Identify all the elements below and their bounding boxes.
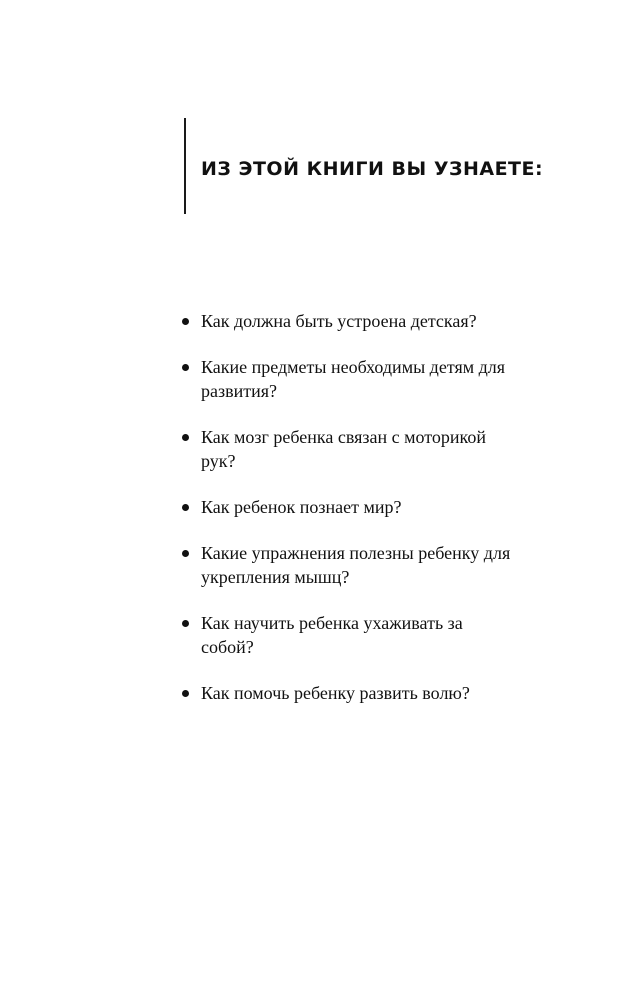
list-item (182, 541, 512, 589)
heading-vertical-rule (184, 118, 186, 214)
bullet-icon (182, 504, 189, 511)
list-item-text: Какие упражнения полезны ребенку для укрепления мышц? (201, 543, 511, 587)
list-item-text: Как должна быть устроена детская? (201, 311, 477, 331)
topics-list (182, 309, 512, 727)
bullet-icon (182, 550, 189, 557)
list-item (182, 681, 512, 705)
bullet-icon (182, 620, 189, 627)
list-item-text: Как мозг ребенка связан с моторикой рук? (201, 427, 487, 471)
bullet-icon (182, 364, 189, 371)
list-item (182, 425, 512, 473)
bullet-icon (182, 318, 189, 325)
list-item (182, 495, 512, 519)
list-item (182, 309, 512, 333)
list-item-text: Как помочь ребенку развить волю? (201, 683, 470, 703)
list-item-text: Какие предметы необходимы детям для развития? (201, 357, 506, 401)
list-item (182, 355, 512, 403)
list-item-text: Как ребенок познает мир? (201, 497, 402, 517)
page-heading: ИЗ ЭТОЙ КНИГИ ВЫ УЗНАЕТЕ: (201, 158, 544, 180)
list-item (182, 611, 512, 659)
list-item-text: Как научить ребенка ухаживать за собой? (201, 613, 463, 657)
bullet-icon (182, 434, 189, 441)
bullet-icon (182, 690, 189, 697)
